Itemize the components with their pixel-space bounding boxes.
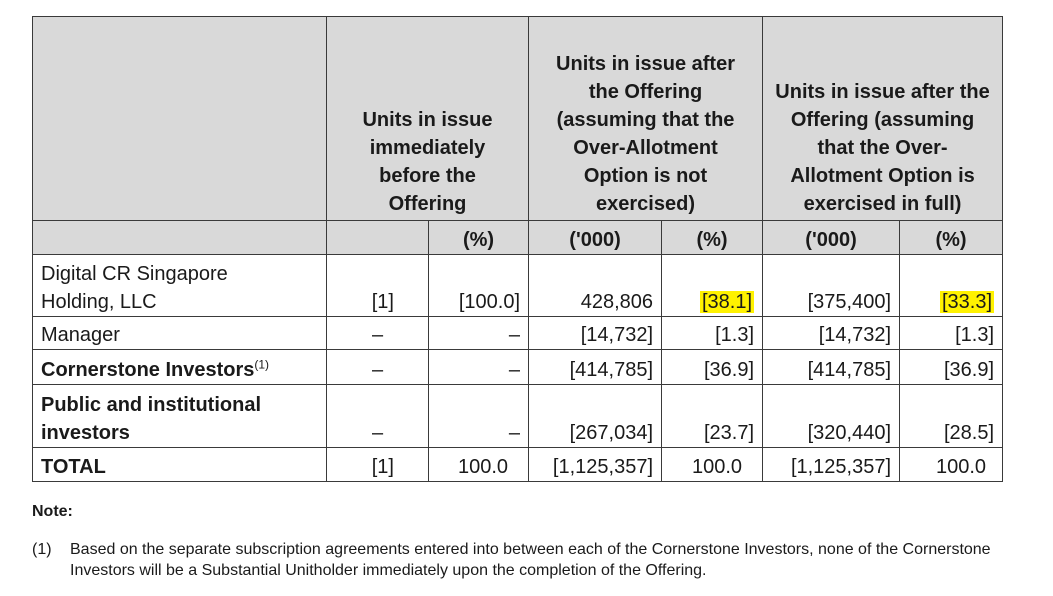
- not-exercised-pct: [36.9]: [662, 350, 763, 385]
- before-pct: –: [429, 350, 529, 385]
- header-units-after-exercised: Units in issue after the Offering (assuming that the Over-Allotment Option is exercised in full): [763, 17, 1003, 221]
- subheader-thousands-not-exercised: ('000): [529, 221, 662, 255]
- table-row-total: [33, 448, 1003, 482]
- exercised-units: [14,732]: [763, 317, 900, 350]
- before-units: –: [327, 350, 429, 385]
- row-name: Manager: [33, 317, 327, 350]
- row-name: Digital CR Singapore Holding, LLC: [33, 255, 327, 317]
- row-name-text: Cornerstone Investors: [41, 359, 255, 381]
- table-row: [33, 317, 1003, 350]
- table-subheader-row: [33, 221, 1003, 255]
- subheader-blank-cell: [327, 221, 429, 255]
- table-row: [33, 385, 1003, 448]
- exercised-pct: [28.5]: [900, 385, 1003, 448]
- not-exercised-units: [414,785]: [529, 350, 662, 385]
- not-exercised-pct: [662, 255, 763, 317]
- not-exercised-pct: [23.7]: [662, 385, 763, 448]
- before-units: [1]: [327, 448, 429, 482]
- highlighted-value: [38.1]: [701, 291, 753, 313]
- note-title: Note:: [32, 503, 73, 520]
- not-exercised-units: 428,806: [529, 255, 662, 317]
- footnote-ref: (1): [254, 357, 270, 372]
- exercised-pct: [900, 255, 1003, 317]
- subheader-thousands-exercised: ('000): [763, 221, 900, 255]
- exercised-units: [320,440]: [763, 385, 900, 448]
- not-exercised-pct: [1.3]: [662, 317, 763, 350]
- not-exercised-units: [14,732]: [529, 317, 662, 350]
- subheader-blank-cell: [33, 221, 327, 255]
- header-units-before: Units in issue immediately before the Offering: [327, 17, 529, 221]
- not-exercised-units: [1,125,357]: [529, 448, 662, 482]
- before-units: –: [327, 385, 429, 448]
- before-pct: [100.0]: [429, 255, 529, 317]
- row-name: [33, 350, 327, 385]
- exercised-units: [1,125,357]: [763, 448, 900, 482]
- table-header-row: [33, 17, 1003, 221]
- row-name: TOTAL: [33, 448, 327, 482]
- table-row: [33, 255, 1003, 317]
- footnote-text: Based on the separate subscription agreements entered into between each of the Cornerstone Investors, none of the Cornerstone Investors will be a Substantial Unitholder immediately upon the completion of the Offering.: [70, 541, 991, 579]
- subheader-pct-exercised: (%): [900, 221, 1003, 255]
- exercised-pct: 100.0: [900, 448, 1003, 482]
- before-pct: 100.0: [429, 448, 529, 482]
- not-exercised-units: [267,034]: [529, 385, 662, 448]
- header-units-after-not-exercised: Units in issue after the Offering (assuming that the Over-Allotment Option is not exercised): [529, 17, 763, 221]
- footnote-number: (1): [32, 541, 52, 558]
- before-pct: –: [429, 385, 529, 448]
- exercised-pct: [1.3]: [900, 317, 1003, 350]
- unit-ownership-table: [32, 16, 1003, 482]
- before-units: –: [327, 317, 429, 350]
- subheader-pct-not-exercised: (%): [662, 221, 763, 255]
- subheader-pct-before: (%): [429, 221, 529, 255]
- before-units: [1]: [327, 255, 429, 317]
- exercised-pct: [36.9]: [900, 350, 1003, 385]
- exercised-units: [375,400]: [763, 255, 900, 317]
- highlighted-value: [33.3]: [942, 291, 993, 313]
- before-pct: –: [429, 317, 529, 350]
- not-exercised-pct: 100.0: [662, 448, 763, 482]
- header-blank-cell: [33, 17, 327, 221]
- row-name: Public and institutional investors: [33, 385, 327, 448]
- table-row: [33, 350, 1003, 385]
- exercised-units: [414,785]: [763, 350, 900, 385]
